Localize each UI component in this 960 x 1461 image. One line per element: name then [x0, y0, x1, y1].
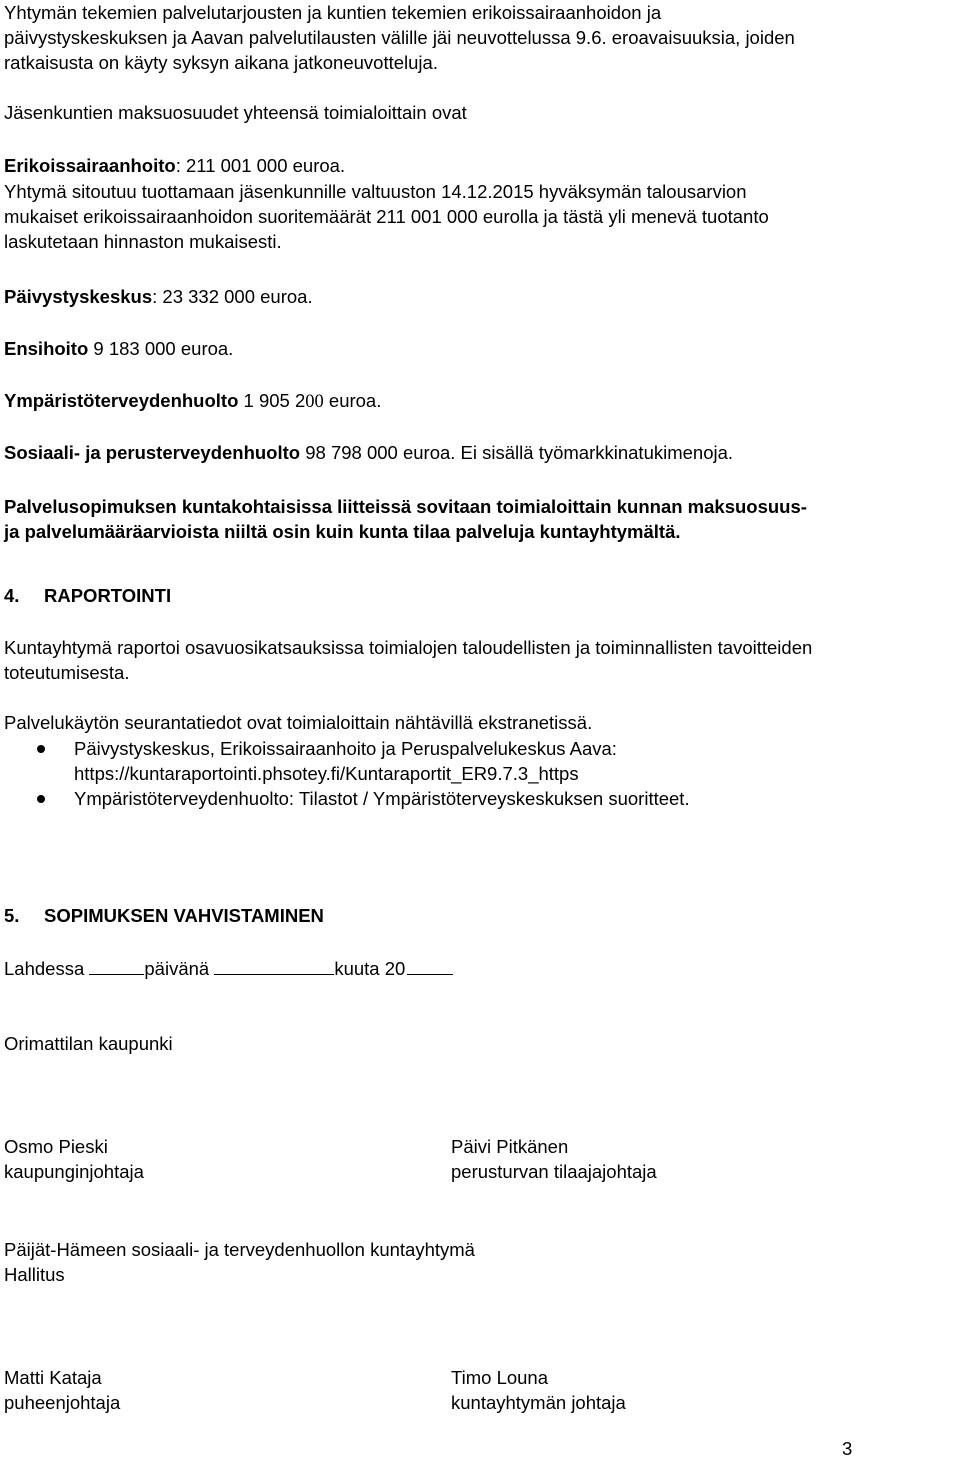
section5-number: 5. [4, 905, 20, 926]
appendix-paragraph [4, 494, 956, 544]
commitment-paragraph [4, 179, 956, 254]
reporting-line: Kuntayhtymä raportoi osavuosikatsauksissa toimialojen taloudellisten ja toiminnallisten tavoitteiden [4, 637, 813, 658]
extranet-list [4, 736, 956, 811]
environmental-label: Ympäristöterveydenhuolto [4, 390, 239, 411]
emergency-label: Päivystyskeskus [4, 286, 153, 307]
place-prefix: Lahdessa [4, 958, 90, 979]
signatory-block [4, 1365, 120, 1415]
environmental-value: 1 905 2 [238, 390, 306, 411]
intro-line: Yhtymän tekemien palvelutarjousten ja kuntien tekemien erikoissairaanhoidon ja [4, 2, 662, 23]
municipality-name: Orimattilan kaupunki [4, 1033, 173, 1054]
federation-block [4, 1237, 956, 1287]
federation-name: Päijät-Hämeen sosiaali- ja terveydenhuollon kuntayhtymä [4, 1239, 475, 1260]
section5-title: SOPIMUKSEN VAHVISTAMINEN [44, 905, 324, 926]
specialized-care-value: : 211 001 000 euroa. [175, 155, 346, 176]
report-link[interactable]: https://kuntaraportointi.phsotey.fi/Kuntaraportit_ER9.7.3_https [74, 763, 579, 784]
signatory-block [4, 1134, 144, 1184]
commitment-line: laskutetaan hinnaston mukaisesti. [4, 231, 282, 252]
emergency-value: : 23 332 000 euroa. [152, 286, 313, 307]
ambulance-value: 9 183 000 euroa. [88, 338, 234, 359]
section4-title: RAPORTOINTI [44, 585, 172, 606]
commitment-line: Yhtymä sitoutuu tuottamaan jäsenkunnille valtuuston 14.12.2015 hyväksymän talousarvion [4, 181, 747, 202]
list-item-text: Päivystyskeskus, Erikoissairaanhoito ja Peruspalvelukeskus Aava: [74, 738, 617, 759]
bullet-icon [37, 745, 45, 753]
signatory-title: kaupunginjohtaja [4, 1161, 144, 1182]
bullet-icon [37, 795, 45, 803]
signatory-name: Matti Kataja [4, 1367, 102, 1388]
section4-number: 4. [4, 585, 20, 606]
appendix-line: ja palvelumääräarvioista niiltä osin kuin kunta tilaa palveluja kuntayhtymältä. [4, 521, 681, 542]
commitment-line: mukaiset erikoissairaanhoidon suoritemäärät 211 001 000 eurolla ja tästä yli menevä tuotanto [4, 206, 769, 227]
place-day: päivänä [144, 958, 215, 979]
social-line [4, 440, 956, 465]
extranet-paragraph: Palvelukäytön seurantatiedot ovat toimialoittain nähtävillä ekstranetissä. [4, 712, 593, 733]
reporting-paragraph [4, 635, 956, 685]
page-number: 3 [842, 1438, 853, 1459]
appendix-line: Palvelusopimuksen kuntakohtaisissa liitteissä sovitaan toimialoittain kunnan maksuosuus- [4, 496, 807, 517]
place-month: kuuta 20 [334, 958, 406, 979]
signatory-name: Timo Louna [451, 1367, 549, 1388]
ambulance-line [4, 336, 956, 361]
year-blank [407, 956, 453, 975]
list-item-text: Ympäristöterveydenhuolto: Tilastot / Ympäristöterveyskeskuksen suoritteet. [74, 788, 690, 809]
section4-heading [4, 583, 956, 608]
specialized-care-label: Erikoissairaanhoito [4, 155, 176, 176]
section5-heading [4, 903, 956, 928]
intro-line: ratkaisusta on käyty syksyn aikana jatkoneuvotteluja. [4, 52, 438, 73]
social-label: Sosiaali- ja perusterveydenhuolto [4, 442, 301, 463]
signatory-title: kuntayhtymän johtaja [451, 1392, 626, 1413]
signatory-title: perusturvan tilaajajohtaja [451, 1161, 657, 1182]
signatory-block [451, 1365, 626, 1415]
signatory-name: Osmo Pieski [4, 1136, 108, 1157]
list-item [4, 736, 956, 786]
environmental-value-unit: euroa. [323, 390, 382, 411]
reporting-line: toteutumisesta. [4, 662, 130, 683]
signatory-name: Päivi Pitkänen [451, 1136, 569, 1157]
intro-paragraph [4, 0, 956, 75]
specialized-care-line [4, 153, 956, 178]
day-blank [89, 956, 144, 975]
signatory-title: puheenjohtaja [4, 1392, 121, 1413]
month-blank [214, 956, 334, 975]
emergency-line [4, 284, 956, 309]
environmental-value-serif: 00 [305, 392, 324, 412]
ambulance-label: Ensihoito [4, 338, 89, 359]
environmental-line [4, 388, 956, 415]
list-item [4, 786, 956, 811]
federation-body: Hallitus [4, 1264, 65, 1285]
intro-line: päivystyskeskuksen ja Aavan palvelutilausten välille jäi neuvottelussa 9.6. eroavaisuuksia, joiden [4, 27, 795, 48]
social-value: 98 798 000 euroa. Ei sisällä työmarkkinatukimenoja. [300, 442, 734, 463]
place-date-line [4, 956, 956, 981]
payments-intro: Jäsenkuntien maksuosuudet yhteensä toimialoittain ovat [4, 102, 467, 123]
signatory-block [451, 1134, 657, 1184]
